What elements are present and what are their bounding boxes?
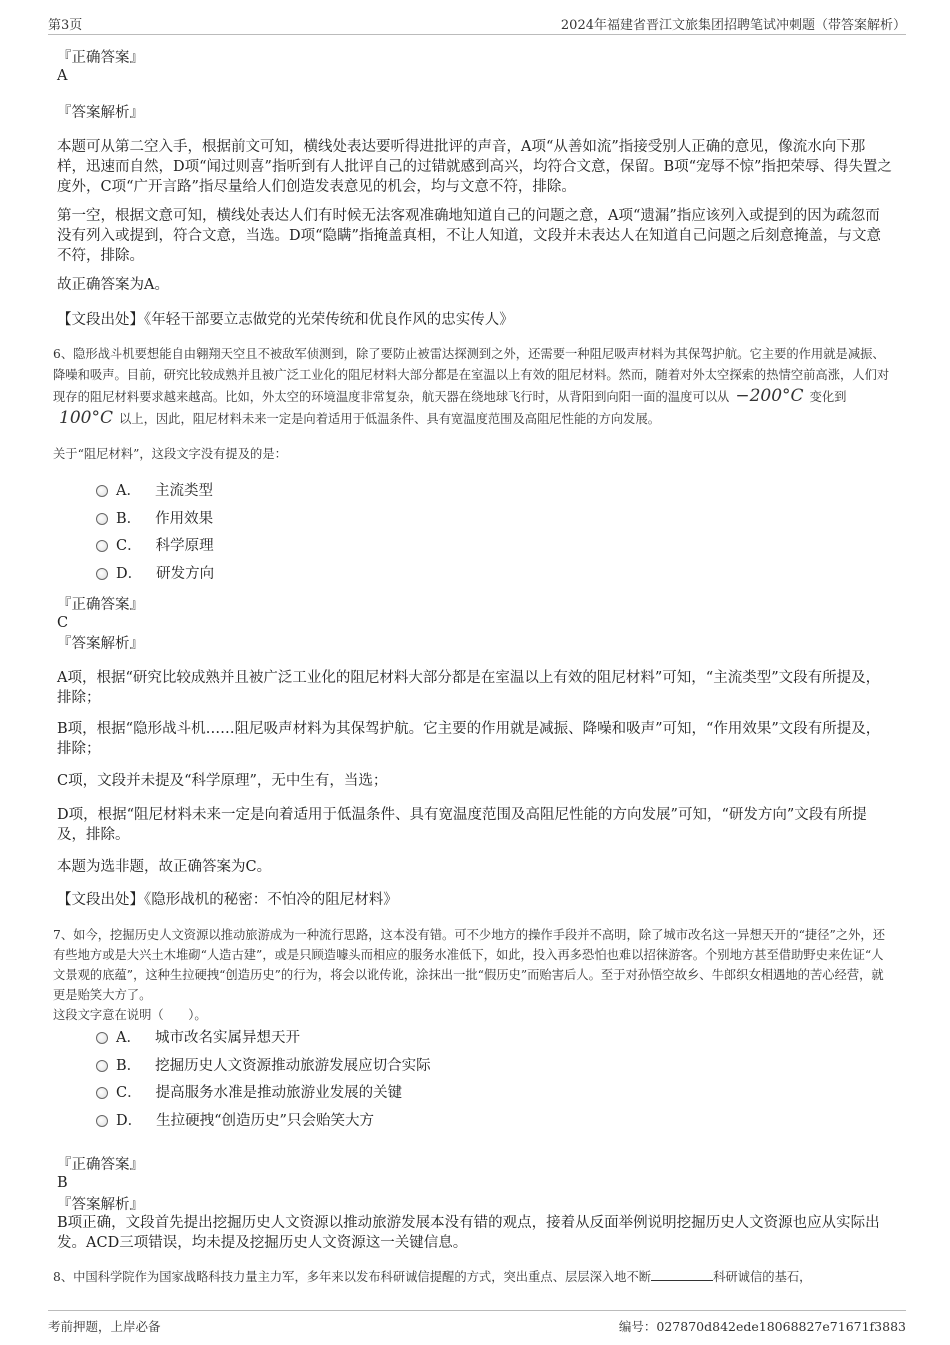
answer-blank	[651, 1268, 713, 1281]
radio-icon[interactable]	[96, 485, 108, 497]
q7-analysis-label: 『答案解析』	[57, 1197, 144, 1213]
q6-analysis-end: 本题为选非题，故正确答案为C。	[57, 859, 272, 875]
q6-answer: C	[57, 615, 69, 631]
radio-icon[interactable]	[96, 1087, 108, 1099]
q7-answer-label: 『正确答案』	[57, 1157, 144, 1173]
q7-analysis: B项正确，文段首先提出挖掘历史人文资源以推动旅游发展本没有错的观点，接着从反面举例说明挖掘历史人文资源也应从实际出发。ACD三项错误，均未提及挖掘历史人文资源这一关键信息。	[57, 1215, 880, 1251]
radio-icon[interactable]	[96, 513, 108, 525]
q5-analysis-p3: 故正确答案为A。	[57, 277, 169, 293]
q6-answer-label: 『正确答案』	[57, 597, 144, 613]
q6-option-b[interactable]: B． 作用效果	[96, 509, 213, 529]
q6-analysis-c: C项，文段并未提及“科学原理”，无中生有，当选；	[57, 773, 388, 789]
radio-icon[interactable]	[96, 540, 108, 552]
radio-icon[interactable]	[96, 568, 108, 580]
document-title: 2024年福建省晋江文旅集团招聘笔试冲刺题（带答案解析）	[560, 18, 906, 33]
q6-option-d[interactable]: D． 研发方向	[96, 564, 214, 584]
q6-analysis-label: 『答案解析』	[57, 636, 144, 652]
q7-option-c[interactable]: C． 提高服务水准是推动旅游业发展的关键	[96, 1083, 402, 1103]
q6-analysis-d: D项，根据“阻尼材料未来一定是向着适用于低温条件、具有宽温度范围及高阻尼性能的方向发展”可知，“研发方向”文段有所提及，排除。	[57, 807, 867, 843]
page-number: 第3页	[48, 18, 83, 33]
document-id: 编号：027870d842ede18068827e71671f3883	[618, 1319, 906, 1334]
q5-answer: A	[57, 68, 68, 84]
q7-question: 这段文字意在说明（ ）。	[53, 1008, 207, 1022]
q7-stem: 7、如今，挖掘历史人文资源以推动旅游成为一种流行思路，这本没有错。可不少地方的操作手段并不高明，除了城市改名这一异想天开的“捷径”之外，还有些地方或是大兴土木堆砌“人造古建”，或是只顾造噱头而相应的服务水准低下，如此，投入再多恐怕也难以招徕游客。个别地方甚至借助野史来佐证“人文景观的底蕴”，这种生拉硬拽“创造历史”的行为，将会以讹传讹，涂抹出一批“假历史”而贻害后人。至于对孙悟空故乡、牛郎织女相遇地的苦心经营，就更是贻笑大方了。	[53, 928, 885, 1002]
q7-answer: B	[57, 1175, 68, 1191]
page-footer	[48, 1310, 906, 1339]
q7-option-b[interactable]: B． 挖掘历史人文资源推动旅游发展应切合实际	[96, 1056, 431, 1076]
q5-analysis-p2: 第一空，根据文意可知，横线处表达人们有时候无法客观准确地知道自己的问题之意，A项“遗漏”指应该列入或提到的因为疏忽而没有列入或提到，符合文意，当选。D项“隐瞒”指掩盖真相，不让人知道，文段并未表达人在知道自己问题之后刻意掩盖，与文意不符，排除。	[57, 208, 881, 264]
q6-option-a[interactable]: A． 主流类型	[96, 481, 213, 501]
q6-analysis-a: A项，根据“研究比较成熟并且被广泛工业化的阻尼材料大部分都是在室温以上有效的阻尼材料”可知，“主流类型”文段有所提及，排除；	[57, 670, 881, 706]
q8-stem: 8、中国科学院作为国家战略科技力量主力军，多年来以发布科研诚信提醒的方式，突出重点、层层深入地不断 科研诚信的基石，	[53, 1270, 812, 1284]
q6-analysis-b: B项，根据“隐形战斗机……阻尼吸声材料为其保驾护航。它主要的作用就是减振、降噪和吸声”可知，“作用效果”文段有所提及，排除；	[57, 721, 881, 757]
q5-analysis-p1: 本题可从第二空入手，根据前文可知，横线处表达要听得进批评的声音，A项“从善如流”指接受别人正确的意见，像流水向下那样，迅速而自然，D项“闻过则喜”指听到有人批评自己的过错就感到高兴，均符合文意，保留。B项“宠辱不惊”指把荣辱、得失置之度外，C项“广开言路”指尽量给人们创造发表意见的机会，均与文意不符，排除。	[57, 139, 892, 195]
q5-analysis-label: 『答案解析』	[57, 105, 144, 121]
radio-icon[interactable]	[96, 1032, 108, 1044]
footer-slogan: 考前押题，上岸必备	[48, 1319, 161, 1334]
q7-option-d[interactable]: D． 生拉硬拽“创造历史”只会贻笑大方	[96, 1111, 374, 1131]
q5-answer-label: 『正确答案』	[57, 50, 144, 66]
q7-option-a[interactable]: A． 城市改名实属异想天开	[96, 1028, 300, 1048]
radio-icon[interactable]	[96, 1115, 108, 1127]
page-header	[48, 12, 906, 35]
q6-source: 【文段出处】《隐形战机的秘密：不怕冷的阻尼材料》	[57, 892, 398, 908]
radio-icon[interactable]	[96, 1060, 108, 1072]
q6-stem: 6、隐形战斗机要想能自由翱翔天空且不被敌军侦测到，除了要防止被雷达探测到之外，还需要一种阻尼吸声材料为其保驾护航。它主要的作用就是减振、降噪和吸声。目前，研究比较成熟并且被广泛工业化的阻尼材料大部分都是在室温以上有效的阻尼材料。然而，随着对外太空探索的热情空前高涨，人们对现存的阻尼材料要求越来越高。比如，外太空的环境温度非常复杂，航天器在绕地球飞行时，从背阳到向阳一面的温度可以从 −200°C 变化到100°C 以上，因此，阻尼材料未来一定是向着适用于低温条件、具有宽温度范围及高阻尼性能的方向发展。	[53, 347, 890, 428]
q6-option-c[interactable]: C． 科学原理	[96, 536, 214, 556]
q6-math-high: 100°C	[59, 408, 113, 428]
q6-math-low: −200°C	[735, 386, 804, 406]
q6-question: 关于“阻尼材料”，这段文字没有提及的是：	[53, 447, 287, 461]
q5-source: 【文段出处】《年轻干部要立志做党的光荣传统和优良作风的忠实传人》	[57, 312, 514, 328]
